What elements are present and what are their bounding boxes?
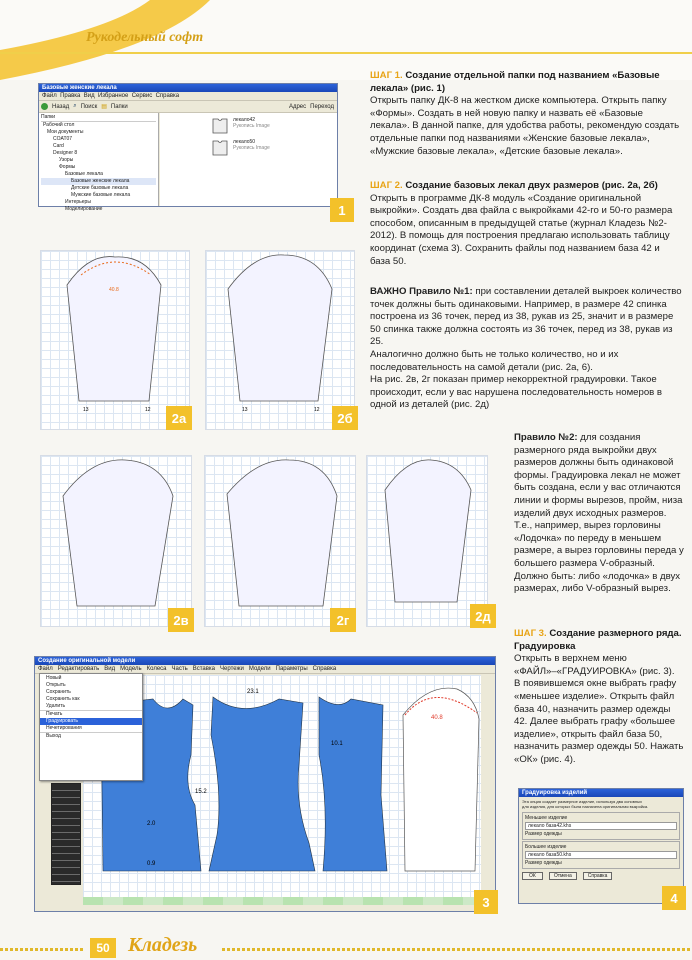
dialog-text: Эта опция создает размерное изделие, используя два основных	[522, 799, 642, 804]
sleeve-pattern-2v	[41, 456, 191, 626]
sleeve-pattern-2d	[367, 456, 487, 626]
tree-item[interactable]: COAT07	[53, 136, 73, 142]
back-arrow-icon[interactable]	[41, 103, 48, 110]
sleeve-pattern-2b	[206, 251, 354, 429]
dialog-buttons	[519, 870, 683, 882]
fig3-dk8-window	[34, 656, 496, 912]
rule1-label: ВАЖНО Правило №1:	[370, 286, 473, 297]
menu-item-open[interactable]: Открыть	[46, 682, 66, 688]
go-button[interactable]: Переход	[310, 103, 334, 110]
menu-item-print[interactable]: Печать	[40, 710, 142, 718]
step1-body: Открыть папку ДК-8 на жестком диске компьютера. Открыть папку «Формы». Создать в ней новую папку и назвать её «Базовые лекала». В данной папке, для удобства работы, рекомендую создать отдельные папки под названиями «Женские базовые лекала», «Мужские базовые лекала», «Детские базовые лекала».	[370, 95, 680, 157]
fig1-explorer-window	[38, 83, 338, 212]
rule2-block	[514, 432, 686, 596]
menu-file[interactable]: Файл	[42, 93, 57, 99]
measure-label: 15.2	[195, 789, 207, 795]
menu-favorites[interactable]: Избранное	[97, 93, 129, 99]
menu-item-ungrade[interactable]: Нечетирования	[46, 725, 82, 731]
tree-header: Папки	[41, 114, 156, 122]
page-number: 50	[90, 938, 116, 958]
rule1-body3: На рис. 2в, 2г показан пример некорректной градуировки. Такое происходит, если у вас нарушена последовательность номеров в одной из деталей (рис. 2д)	[370, 374, 663, 411]
measure-label: 40.8	[431, 715, 443, 721]
folders-icon[interactable]: ▤	[101, 104, 107, 110]
menu-models[interactable]: Модели	[248, 666, 271, 672]
garment-file-icon	[210, 139, 230, 157]
figure-2g-badge: 2г	[330, 608, 356, 632]
folders-button[interactable]: Папки	[110, 103, 128, 110]
horizontal-ruler	[83, 897, 481, 905]
menu-item-save-as[interactable]: Сохранить как	[46, 696, 80, 702]
menu-item-grade[interactable]: Градуировать	[40, 718, 142, 725]
menu-view[interactable]: Вид	[83, 93, 95, 99]
smaller-size-label: Размер одежды	[525, 831, 562, 837]
step3-heading: ШАГ 3.	[514, 628, 547, 639]
file-name: лекало42	[233, 117, 256, 123]
step1-heading: ШАГ 1.	[370, 70, 403, 81]
point-label: 12	[145, 407, 151, 413]
step2-body: Открыть в программе ДК-8 модуль «Создание оригинальной выкройки». Создать два файла с выкройками 42-го и 50-го размера способом, описанным в предыдущей статье (журнал Кладезь №2-2012). В помощь для построения предлагаю использовать таблицу координат (схема 3). Сохранить файлы под названием база 42 и база 50.	[370, 192, 673, 267]
file-menu-dropdown	[39, 673, 143, 781]
tree-item[interactable]: Детские базовые лекала	[71, 185, 129, 191]
footer-dots-right	[222, 948, 692, 951]
file-type: Рукопись Image	[233, 145, 270, 151]
sleeve-pattern-2a	[41, 251, 189, 429]
measure-label: 0.9	[147, 861, 156, 867]
menu-help[interactable]: Справка	[312, 666, 337, 672]
point-label: 13	[242, 407, 248, 413]
window-title: Базовые женские лекала	[39, 84, 337, 92]
rule1-body2: Аналогично должно быть не только количество, но и их последовательность на самой детали (рис. 2а, 6).	[370, 348, 619, 373]
garment-file-icon	[210, 117, 230, 135]
measure-label: 2.0	[147, 821, 156, 827]
menu-insert[interactable]: Вставка	[192, 666, 216, 672]
menu-bar	[39, 92, 337, 101]
step3-body2: В появившемся окне выбрать графу «меньшее изделие». Открыть файл база 40, назначить размер одежды 42. Далее выбрать графу «большее изделие», открыть файл база 50, назначить размер одежды 50. Нажать «ОК» (рис. 4).	[514, 678, 684, 765]
rule2-label: Правило №2:	[514, 432, 578, 443]
larger-label: Большее изделие	[525, 844, 567, 850]
menu-item-exit[interactable]: Выход	[40, 732, 142, 740]
menu-item-delete[interactable]: Удалить	[46, 703, 66, 709]
tree-item-selected[interactable]: Базовые женские лекала	[41, 178, 156, 185]
menu-item-save[interactable]: Сохранить	[46, 689, 71, 695]
step2-title: Создание базовых лекал двух размеров (рис. 2а, 2б)	[405, 180, 658, 191]
figure-2v-badge: 2в	[168, 608, 194, 632]
pattern-2g	[204, 455, 356, 627]
cancel-button[interactable]: Отмена	[549, 872, 577, 880]
header-rule	[0, 52, 692, 54]
figure-2d-badge: 2д	[470, 604, 496, 628]
menu-edit[interactable]: Редактировать	[57, 666, 100, 672]
back-button[interactable]: Назад	[52, 103, 70, 110]
menu-tools[interactable]: Сервис	[131, 93, 153, 99]
tree-item[interactable]: Card	[53, 143, 64, 149]
point-label: 12	[314, 407, 320, 413]
larger-group	[522, 841, 680, 869]
menu-params[interactable]: Параметры	[275, 666, 308, 672]
file-item[interactable]	[210, 117, 270, 135]
search-icon[interactable]: ⌕	[73, 103, 77, 109]
menu-file[interactable]: Файл	[38, 666, 53, 672]
fig4-grading-dialog	[518, 788, 684, 904]
menu-edit[interactable]: Правка	[60, 93, 81, 99]
menu-part[interactable]: Часть	[171, 666, 188, 672]
step3-title: Создание размерного ряда. Градуировка	[514, 628, 682, 652]
tree-item[interactable]: Базовые лекала	[65, 171, 103, 177]
rule1-block	[370, 286, 682, 412]
tree-item[interactable]: Рабочий стол	[43, 122, 75, 128]
file-type: Рукопись Image	[233, 123, 270, 129]
step2-block	[370, 180, 682, 268]
smaller-label: Меньшее изделие	[525, 815, 568, 821]
measure-label: 10.1	[331, 741, 343, 747]
menu-item-new[interactable]: Новый	[46, 675, 62, 681]
address-label: Адрес	[288, 103, 307, 110]
help-button[interactable]: Справка	[583, 872, 613, 880]
tree-item[interactable]: Моделирование	[65, 206, 103, 212]
menu-view[interactable]: Вид	[104, 666, 116, 672]
dialog-title: Градуировка изделий	[519, 789, 683, 797]
window-title: Создание оригинальной модели	[35, 657, 495, 665]
tree-item[interactable]: Узоры	[59, 157, 74, 163]
magazine-logo: Кладезь	[128, 934, 198, 956]
menu-drawings[interactable]: Чертежи	[220, 666, 244, 672]
smaller-file[interactable]: лекало база42.khs	[525, 822, 677, 830]
toolbar	[39, 101, 337, 113]
tool-palette[interactable]	[51, 783, 81, 885]
point-label: 13	[83, 407, 89, 413]
tree-item[interactable]: Мужские базовые лекала	[71, 192, 131, 198]
rule2-body: для создания размерного ряда выкройки двух размеров должны быть одинаковой формы. Градуировка лекал не может быть создана, если у вас отличаются линии и формы вырезов, пройм, низа изделий двух исходных размеров. Т.е., например, вырез горловины «Лодочка» по переду в меньшем размере, а вырез горловины переда у большего размера V-образный. Должно быть: либо «лодочка» в двух размерах, либо V-образный вырез.	[514, 432, 684, 595]
pattern-2d	[366, 455, 488, 627]
tree-item[interactable]: Интерьеры	[65, 199, 91, 205]
folder-tree-pane	[39, 113, 159, 212]
rule1-body: при составлении деталей выкроек количество точек должны быть одинаковыми. Например, в размере 42 спинка построена из 36 точек, перед из 38, рукав из 25, значит и в размере 50 спинка также должна состоять из 36 точек, перед из 38, рукав из 25.	[370, 286, 682, 348]
figure-2b-badge: 2б	[332, 406, 358, 430]
step1-title: Создание отдельной папки под названием «Базовые лекала» (рис. 1)	[370, 70, 660, 94]
figure-2a-badge: 2а	[166, 406, 192, 430]
figure-1-badge: 1	[330, 198, 354, 222]
measure-label: 23.1	[247, 689, 259, 695]
dialog-text: для изделия, для которых была назначена оригинальная выкройка.	[522, 804, 649, 809]
search-button[interactable]: Поиск	[80, 103, 98, 110]
pattern-2v	[40, 455, 192, 627]
sleeve-pattern-2g	[205, 456, 355, 626]
larger-file[interactable]: лекало база50.khs	[525, 851, 677, 859]
larger-size-label: Размер одежды	[525, 860, 562, 866]
footer-dots-left	[0, 948, 84, 951]
step1-block	[370, 70, 682, 158]
file-item[interactable]	[210, 139, 270, 157]
step2-heading: ШАГ 2.	[370, 180, 403, 191]
center-label: 40.8	[109, 287, 119, 293]
section-title: Рукодельный софт	[86, 30, 204, 45]
smaller-group	[522, 812, 680, 840]
figure-4-badge: 4	[662, 886, 686, 910]
step3-body: Открыть в верхнем меню «ФАЙЛ»–«ГРАДУИРОВКА» (рис. 3).	[514, 653, 675, 677]
pattern-2b	[205, 250, 355, 430]
ok-button[interactable]: ОК	[522, 872, 543, 880]
tree-item[interactable]: Формы	[59, 164, 76, 170]
pattern-2a	[40, 250, 190, 430]
file-name: лекало50	[233, 139, 256, 145]
tree-item[interactable]: Мои документы	[47, 129, 84, 135]
file-list-pane	[160, 113, 337, 206]
step3-block	[514, 628, 686, 767]
menu-help[interactable]: Справка	[155, 93, 180, 99]
menu-wheels[interactable]: Колеса	[146, 666, 167, 672]
tree-item[interactable]: Designer 8	[53, 150, 78, 156]
figure-3-badge: 3	[474, 890, 498, 914]
menu-model[interactable]: Модель	[120, 666, 142, 672]
